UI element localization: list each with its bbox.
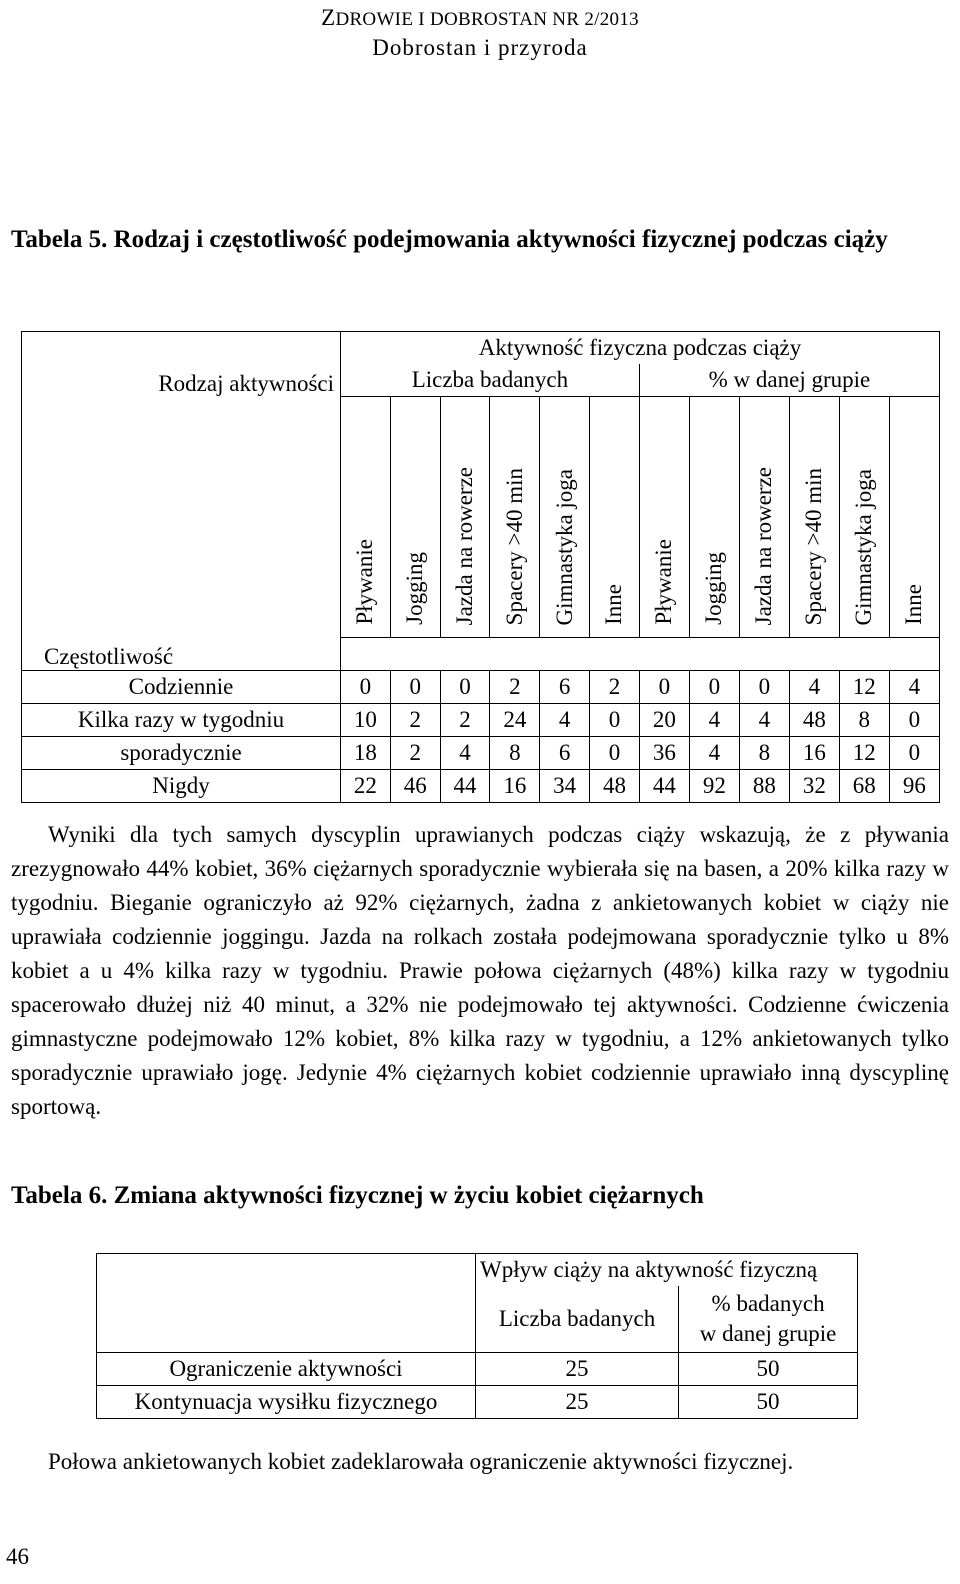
- page-number: 46: [6, 1544, 29, 1569]
- table6-caption: Tabela 6. Zmiana aktywności fizycznej w życiu kobiet ciężarnych: [11, 1182, 704, 1209]
- table5-cell: 34: [540, 770, 590, 803]
- table5-cell: 92: [689, 770, 739, 803]
- table5-activity-header: [889, 397, 939, 638]
- table5-row-label: Codziennie: [22, 671, 341, 704]
- table5-cell: 0: [390, 671, 440, 704]
- activity-label: Spacery >40 min: [501, 467, 527, 625]
- table5-cell: 44: [440, 770, 490, 803]
- activity-label: Inne: [601, 584, 627, 625]
- table5-activity-header: [689, 397, 739, 638]
- table5-cell: 48: [789, 704, 839, 737]
- table5-caption: Tabela 5. Rodzaj i częstotliwość podejmowania aktywności fizycznej podczas ciąży: [11, 226, 888, 253]
- activity-label: Jogging: [701, 552, 727, 625]
- table5-cell: 4: [739, 704, 789, 737]
- table6-row-count: 25: [476, 1386, 679, 1419]
- journal-title: [0, 4, 960, 34]
- table5-cell: 24: [490, 704, 540, 737]
- table5-cell: 36: [639, 737, 689, 770]
- table5-cell: 18: [341, 737, 391, 770]
- table5-cell: 2: [590, 671, 640, 704]
- table5-corner-cell: [22, 332, 341, 638]
- table5-cell: 6: [540, 671, 590, 704]
- table6-row: [97, 1386, 858, 1419]
- table5-cell: 10: [341, 704, 391, 737]
- table5-cell: 68: [839, 770, 889, 803]
- table6-row-label: Ograniczenie aktywności: [97, 1353, 476, 1386]
- table6-row-label: Kontynuacja wysiłku fizycznego: [97, 1386, 476, 1419]
- table5-activity-header: [590, 397, 640, 638]
- table5-cell: 32: [789, 770, 839, 803]
- table5-row-label: Nigdy: [22, 770, 341, 803]
- table5-cell: 0: [590, 737, 640, 770]
- table5-activity-header: [839, 397, 889, 638]
- table5-cell: 20: [639, 704, 689, 737]
- table5-cell: 8: [739, 737, 789, 770]
- table5-cell: 0: [689, 671, 739, 704]
- table5-cell: 2: [390, 737, 440, 770]
- table5-cell: 4: [689, 704, 739, 737]
- table6-corner-cell: [97, 1254, 476, 1353]
- section-name: Dobrostan i przyroda: [372, 35, 588, 60]
- table5-cell: 0: [440, 671, 490, 704]
- table5-cell: 48: [590, 770, 640, 803]
- table5-activity-header: [639, 397, 689, 638]
- activity-label: Pływanie: [651, 539, 677, 625]
- table6-row: [97, 1353, 858, 1386]
- table5-cell: 0: [590, 704, 640, 737]
- table5-cell: 44: [639, 770, 689, 803]
- table5-cell: 4: [540, 704, 590, 737]
- table5-activity-header: [540, 397, 590, 638]
- table5-cell: 0: [639, 671, 689, 704]
- table5-cell: 4: [889, 671, 939, 704]
- activity-label: Gimnastyka joga: [851, 468, 877, 625]
- table5-corner-label: Rodzaj aktywności: [158, 371, 334, 396]
- table5-cell: 2: [390, 704, 440, 737]
- table5-empty-cell: [341, 638, 940, 671]
- table5-cell: 46: [390, 770, 440, 803]
- table6-row-count: 25: [476, 1353, 679, 1386]
- table6-col-pct-line1: % badanych: [711, 1291, 825, 1316]
- activity-label: Spacery >40 min: [801, 467, 827, 625]
- table6-top-header: Wpływ ciąży na aktywność fizyczną: [476, 1254, 858, 1287]
- table6-row-pct: 50: [679, 1386, 858, 1419]
- activity-label: Jazda na rowerze: [751, 466, 777, 625]
- table5-frequency-label-row: [22, 638, 940, 671]
- activity-label: Gimnastyka joga: [551, 468, 577, 625]
- table6: [96, 1253, 858, 1419]
- table5-group-pct: % w danej grupie: [639, 364, 939, 397]
- table5-top-header: Aktywność fizyczna podczas ciąży: [341, 332, 940, 365]
- table5-activity-header: [789, 397, 839, 638]
- table5-activity-header: [739, 397, 789, 638]
- journal-title-rest: DROWIE I DOBROSTAN NR 2/2013: [335, 9, 639, 30]
- table6-col-pct-line2: w danej grupie: [699, 1321, 837, 1346]
- table6-header-row-1: [97, 1254, 858, 1287]
- table5-cell: 22: [341, 770, 391, 803]
- table5-cell: 12: [839, 737, 889, 770]
- table6-col-count: Liczba badanych: [476, 1286, 679, 1353]
- table5-cell: 4: [789, 671, 839, 704]
- table5-activity-header: [390, 397, 440, 638]
- activity-label: Inne: [901, 584, 927, 625]
- table5-body: [22, 671, 940, 803]
- table5-activity-header: [490, 397, 540, 638]
- table5-row-label: sporadycznie: [22, 737, 341, 770]
- table5-activity-header: [440, 397, 490, 638]
- table5-cell: 6: [540, 737, 590, 770]
- table5-cell: 4: [689, 737, 739, 770]
- table5-cell: 96: [889, 770, 939, 803]
- table5-row: [22, 704, 940, 737]
- table5-cell: 16: [490, 770, 540, 803]
- paragraph-summary: Połowa ankietowanych kobiet zadeklarowała ograniczenie aktywności fizycznej.: [48, 1449, 794, 1474]
- table6-row-pct: 50: [679, 1353, 858, 1386]
- paragraph-results: Wyniki dla tych samych dyscyplin uprawianych podczas ciąży wskazują, że z pływania zrezygnowało 44% kobiet, 36% ciężarnych sporadycznie wybierała się na basen, a 20% kilka razy w tygodniu. Bieganie ograniczyło aż 92% ciężarnych, żadna z ankietowanych kobiet w ciąży nie uprawiała codziennie joggingu. Jazda na rolkach została podejmowana sporadycznie tylko u 8% kobiet a u 4% kilka razy w tygodniu. Prawie połowa ciężarnych (48%) kilka razy w tygodniu spacerowało dłużej niż 40 minut, a 32% nie podejmowało tej aktywności. Codzienne ćwiczenia gimnastyczne podejmowało 12% kobiet, 8% kilka razy w tygodniu, a 12% ankietowanych tylko sporadycznie uprawiało jogę. Jedynie 4% ciężarnych kobiet codziennie uprawiało inną dyscyplinę sportową.: [11, 822, 949, 1119]
- table5-cell: 4: [440, 737, 490, 770]
- table5-row: [22, 770, 940, 803]
- table5-cell: 0: [889, 737, 939, 770]
- table5-activity-header: [341, 397, 391, 638]
- table5-row: [22, 737, 940, 770]
- table5-cell: 8: [839, 704, 889, 737]
- table5-group-count: Liczba badanych: [341, 364, 640, 397]
- table5-cell: 0: [341, 671, 391, 704]
- table5: [21, 331, 940, 803]
- table5-row-label: Kilka razy w tygodniu: [22, 704, 341, 737]
- table5-cell: 16: [789, 737, 839, 770]
- table5-cell: 12: [839, 671, 889, 704]
- table5-cell: 88: [739, 770, 789, 803]
- journal-title-initial: Z: [321, 5, 336, 30]
- table5-cell: 2: [490, 671, 540, 704]
- page-header: [0, 4, 960, 62]
- table5-cell: 2: [440, 704, 490, 737]
- table5-header-row-1: [22, 332, 940, 365]
- table6-col-pct: [679, 1286, 858, 1353]
- activity-label: Jogging: [402, 552, 428, 625]
- activity-label: Pływanie: [352, 539, 378, 625]
- table5-cell: 8: [490, 737, 540, 770]
- table5-cell: 0: [889, 704, 939, 737]
- table5-row-header-label: Częstotliwość: [22, 638, 341, 671]
- activity-label: Jazda na rowerze: [452, 466, 478, 625]
- table5-cell: 0: [739, 671, 789, 704]
- table5-row: [22, 671, 940, 704]
